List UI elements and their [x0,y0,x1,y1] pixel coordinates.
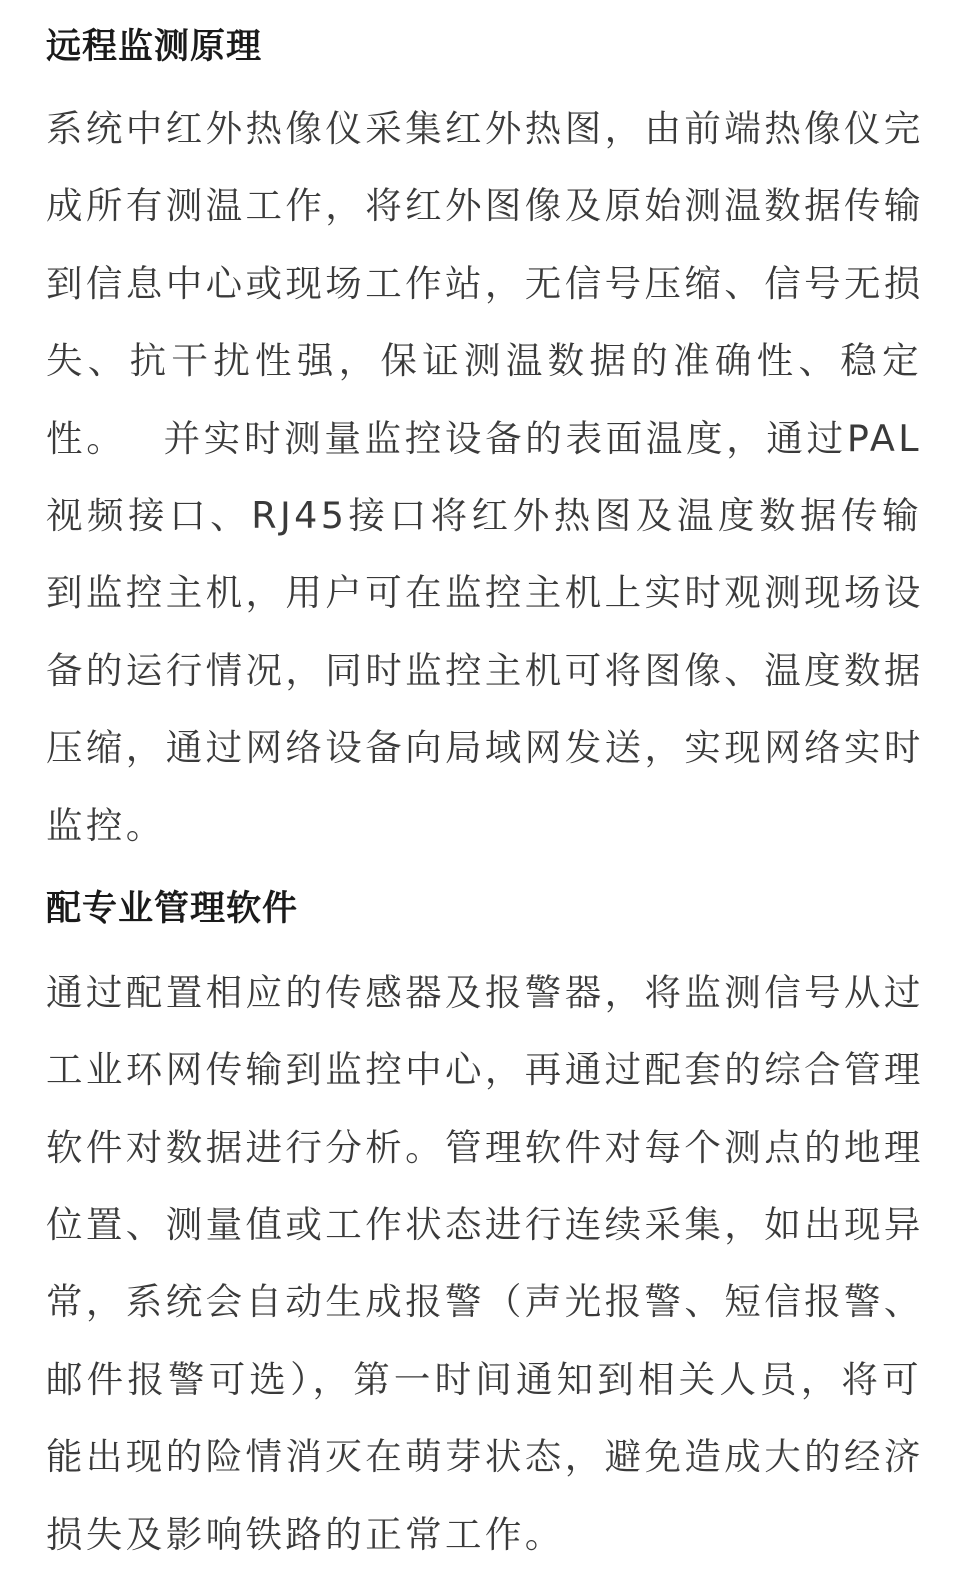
text-line: 能出现的险情消灭在萌芽状态，避免造成大的经济 [46,1435,924,1479]
text-line: 邮件报警可选），第一时间通知到相关人员，将可 [46,1357,922,1401]
article-body [46,0,922,1573]
text-line: 系统中红外热像仪采集红外热图，由前端热像仪完 [46,107,924,150]
text-line: 压缩，通过网络设备向局域网发送，实现网络实时 [46,726,924,770]
text-line: 到信息中心或现场工作站，无信号压缩、信号无损 [46,261,924,305]
section-heading-management-software: 配专业管理软件 [46,888,299,929]
text-line: 位置、测量值或工作状态进行连续采集，如出现异 [46,1203,924,1247]
text-line: 工业环网传输到监控中心，再通过配套的综合管理 [46,1048,924,1092]
text-line: 成所有测温工作，将红外图像及原始测温数据传输 [46,184,924,228]
section-heading-remote-monitoring: 远程监测原理 [46,27,263,67]
text-line: 软件对数据进行分析。管理软件对每个测点的地理 [46,1125,924,1169]
text-line: 视频接口、RJ45接口将红外热图及温度数据传输 [46,493,922,537]
text-line: 损失及影响铁路的正常工作。 [46,1512,565,1556]
section-paragraph-management-software [46,954,922,1573]
text-line: 到监控主机，用户可在监控主机上实时观测现场设 [46,571,924,615]
text-line: 性。 并实时测量监控设备的表面温度，通过PAL [46,416,922,460]
text-line: 监控。 [46,803,166,847]
section-paragraph-remote-monitoring [46,90,922,864]
text-line: 通过配置相应的传感器及报警器，将监测信号从过 [46,970,924,1014]
text-line: 常，系统会自动生成报警（声光报警、短信报警、 [46,1280,924,1324]
text-line: 备的运行情况，同时监控主机可将图像、温度数据 [46,648,924,692]
text-line: 失、抗干扰性强，保证测温数据的准确性、稳定 [46,339,922,383]
